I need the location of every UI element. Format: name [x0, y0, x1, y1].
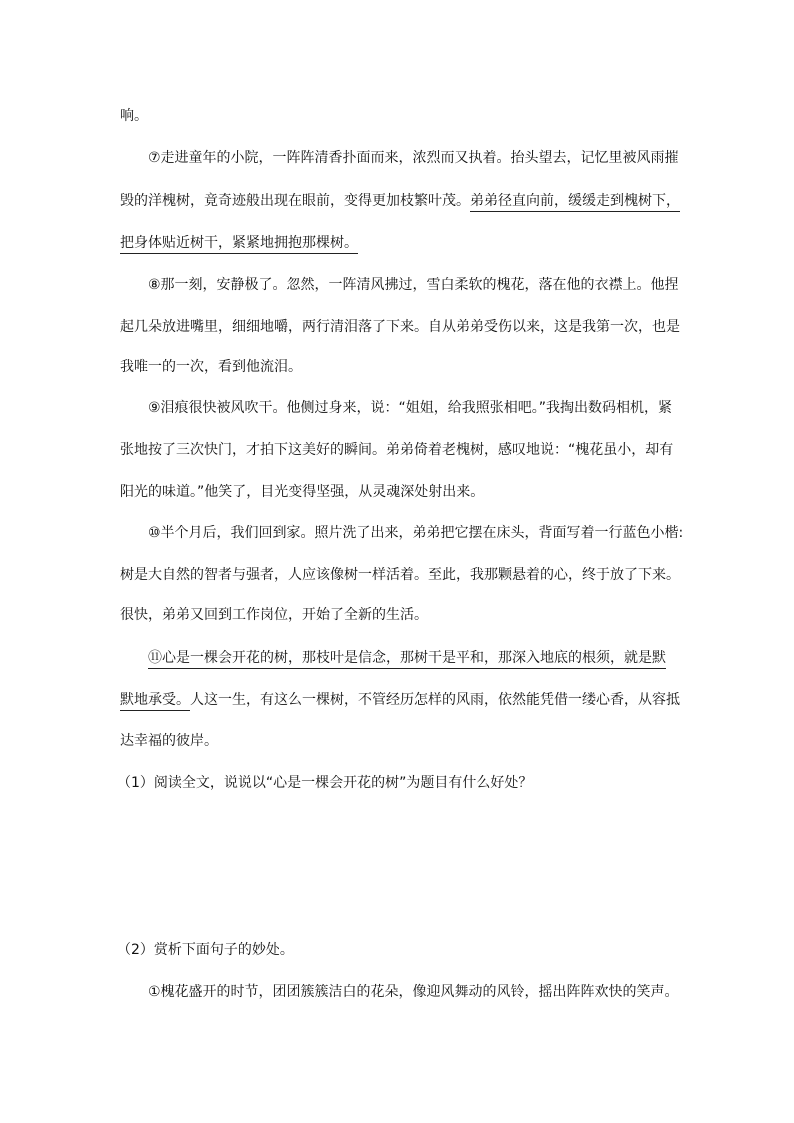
paragraph-8-line: ⑧那一刻，安静极了。忽然，一阵清风拂过，雪白柔软的槐花，落在他的衣襟上。他捏: [148, 277, 679, 293]
paragraph-text: 毁的洋槐树，竟奇迹般出现在眼前，变得更加枝繁叶茂。: [120, 193, 470, 209]
underlined-sentence: 默地承受。: [120, 692, 190, 711]
paragraph-7-line: ⑦走进童年的小院，一阵阵清香扑面而来，浓烈而又执着。抬头望去，记忆里被风雨摧: [148, 150, 679, 166]
question-1: （1）阅读全文，说说以“心是一棵会开花的树”为题目有什么好处？: [117, 775, 533, 791]
underlined-sentence: 把身体贴近树干，紧紧地拥抱那棵树。: [120, 235, 358, 254]
question-2: （2）赏析下面句子的妙处。: [117, 942, 294, 958]
paragraph-10-line: 很快，弟弟又回到工作岗位，开始了全新的生活。: [120, 607, 428, 623]
paragraph-8-line: 起几朵放进嘴里，细细地嚼，两行清泪落了下来。自从弟弟受伤以来，这是我第一次，也是: [120, 319, 680, 335]
paragraph-10-line: ⑩半个月后，我们回到家。照片洗了出来，弟弟把它摆在床头，背面写着一行蓝色小楷:: [148, 525, 684, 541]
paragraph-9-line: 阳光的味道。”他笑了，目光变得坚强，从灵魂深处射出来。: [120, 484, 485, 500]
paragraph-11-line: [120, 690, 680, 710]
paragraph-7-line: [120, 233, 358, 253]
paragraph-line: 响。: [120, 108, 148, 124]
paragraph-text: 人这一生，有这么一棵树，不管经历怎样的风雨，依然能凭借一缕心香，从容抵: [190, 692, 680, 708]
paragraph-9-line: 张地按了三次快门，才拍下这美好的瞬间。弟弟倚着老槐树，感叹地说：“槐花虽小，却有: [120, 442, 674, 458]
paragraph-11-line: [148, 648, 666, 668]
paragraph-11-line: 达幸福的彼岸。: [120, 733, 218, 749]
paragraph-10-line: 树是大自然的智者与强者，人应该像树一样活着。至此，我那颗悬着的心，终于放了下来。: [120, 567, 680, 583]
question-2-sentence-1: ①槐花盛开的时节，团团簇簇洁白的花朵，像迎风舞动的风铃，摇出阵阵欢快的笑声。: [148, 984, 679, 1000]
underlined-sentence: ⑪心是一棵会开花的树，那枝叶是信念，那树干是平和，那深入地底的根须，就是默: [148, 650, 666, 669]
underlined-sentence: 弟弟径直向前，缓缓走到槐树下，: [470, 193, 680, 212]
paragraph-9-line: ⑨泪痕很快被风吹干。他侧过身来，说：“姐姐，给我照张相吧。”我掏出数码相机，紧: [148, 400, 673, 416]
paragraph-8-line: 我唯一的一次，看到他流泪。: [120, 359, 302, 375]
paragraph-7-line: [120, 191, 680, 211]
